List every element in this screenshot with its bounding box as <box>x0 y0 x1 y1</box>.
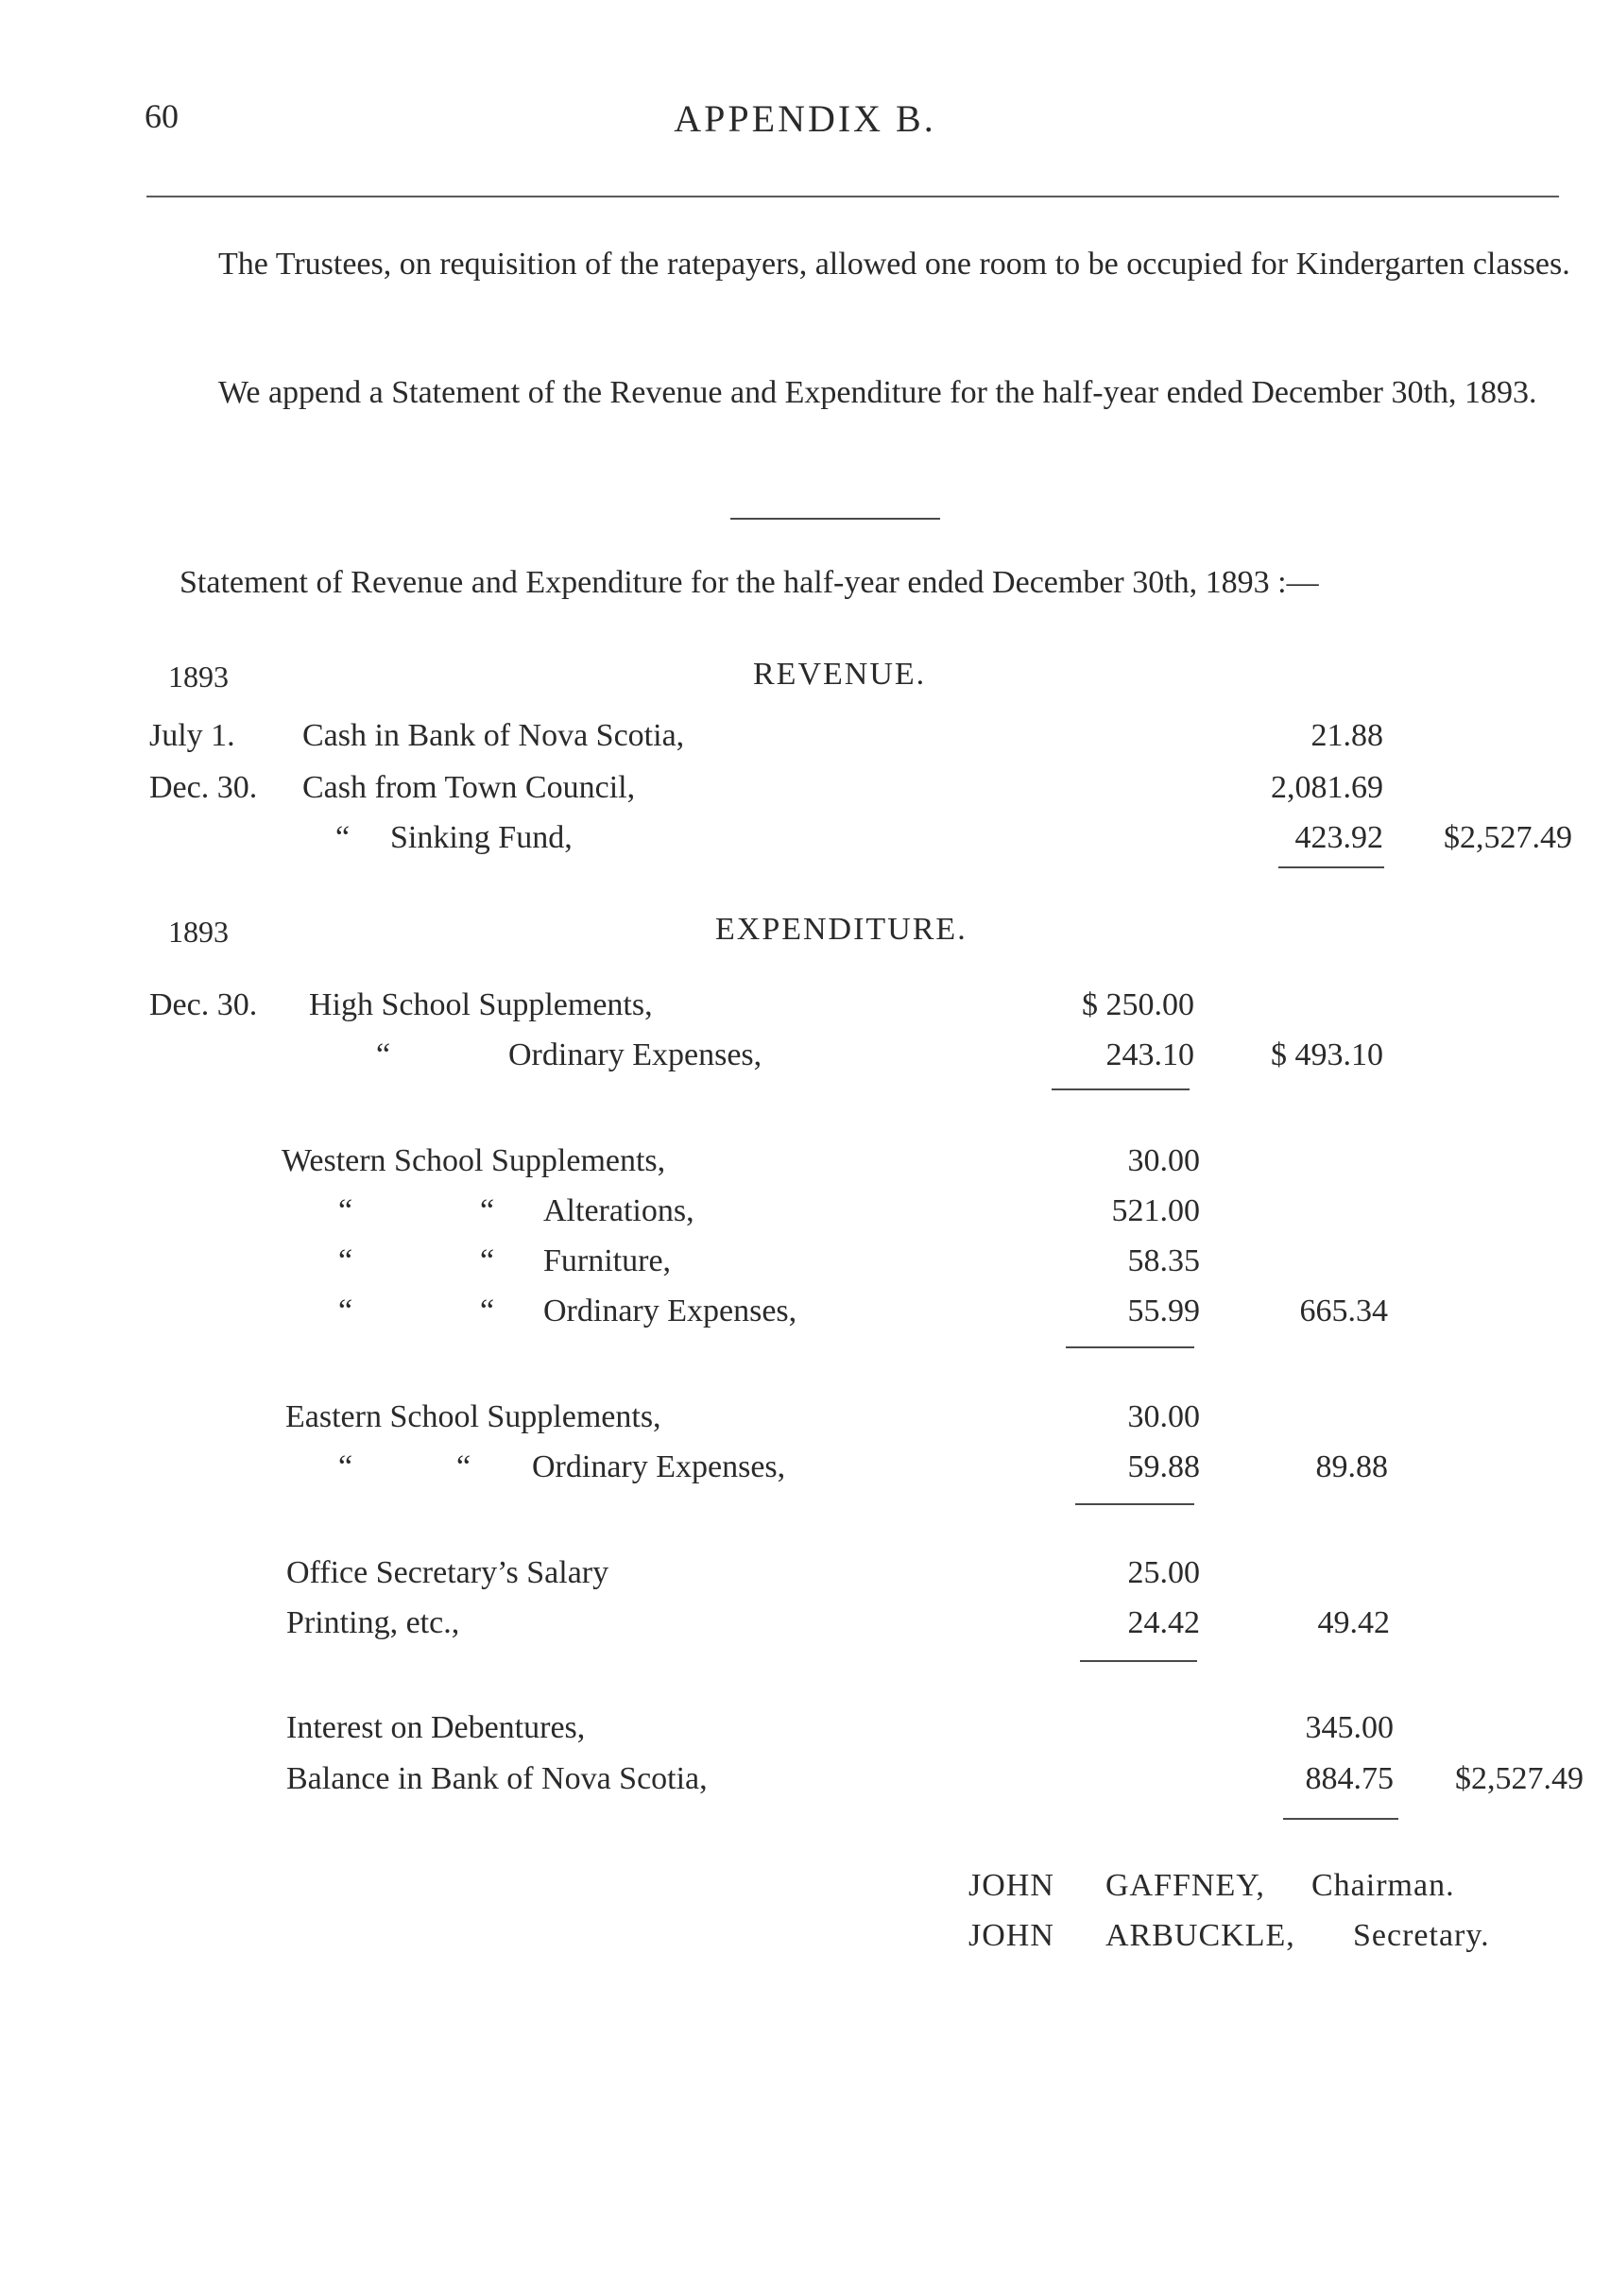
western-row-4-ditto-2: “ <box>480 1294 495 1328</box>
office-row-1-amount: 25.00 <box>1127 1555 1200 1590</box>
eastern-row-2-amount: 59.88 <box>1127 1449 1200 1484</box>
western-row-3-ditto-1: “ <box>338 1243 353 1278</box>
interest-amount: 345.00 <box>1305 1710 1394 1745</box>
office-row-2-desc: Printing, etc., <box>286 1605 460 1640</box>
western-row-3-amount: 58.35 <box>1127 1243 1200 1278</box>
high-school-row-2-amount: 243.10 <box>1105 1037 1194 1072</box>
eastern-row-1-amount: 30.00 <box>1127 1399 1200 1434</box>
western-row-1-desc: Western School Supplements, <box>282 1143 666 1178</box>
revenue-row-1-date: July 1. <box>149 718 235 753</box>
western-row-4-amount: 55.99 <box>1127 1294 1200 1328</box>
office-subtotal: 49.42 <box>1317 1605 1390 1640</box>
high-school-row-2-desc: Ordinary Expenses, <box>508 1037 762 1072</box>
western-row-3-ditto-2: “ <box>480 1243 495 1278</box>
eastern-underline <box>1075 1503 1194 1505</box>
expenditure-underline <box>1283 1818 1398 1820</box>
signature-2-last: ARBUCKLE, <box>1105 1918 1295 1953</box>
signature-2-role: Secretary. <box>1353 1918 1490 1953</box>
running-title: APPENDIX B. <box>674 97 936 140</box>
revenue-row-2-amount: 2,081.69 <box>1271 770 1383 805</box>
revenue-year: 1893 <box>168 660 229 694</box>
interest-desc: Interest on Debentures, <box>286 1710 586 1745</box>
intro-paragraph-1 <box>149 240 1574 289</box>
high-school-row-1-desc: High School Supplements, <box>309 987 653 1022</box>
revenue-row-3-ditto: “ <box>335 820 351 855</box>
intro-paragraph-2-text: We append a Statement of the Revenue and Expenditure for the half-year ended December 30th, 1893. <box>218 375 1537 410</box>
western-row-3-desc: Furniture, <box>543 1243 672 1278</box>
signature-2-first: JOHN <box>968 1918 1054 1953</box>
western-row-2-desc: Alterations, <box>543 1193 694 1228</box>
balance-amount: 884.75 <box>1305 1761 1394 1796</box>
signature-1-role: Chairman. <box>1311 1868 1455 1903</box>
expenditure-total: $2,527.49 <box>1455 1761 1584 1796</box>
page-number: 60 <box>145 97 179 135</box>
revenue-title: REVENUE. <box>753 657 927 692</box>
western-row-4-ditto-1: “ <box>338 1294 353 1328</box>
statement-heading: Statement of Revenue and Expenditure for the half-year ended December 30th, 1893 :— <box>180 565 1319 600</box>
eastern-row-2-ditto-1: “ <box>338 1449 353 1484</box>
high-school-subtotal: $ 493.10 <box>1271 1037 1383 1072</box>
signature-1-last: GAFFNEY, <box>1105 1868 1265 1903</box>
eastern-row-1-desc: Eastern School Supplements, <box>285 1399 661 1434</box>
revenue-row-2-date: Dec. 30. <box>149 770 258 805</box>
header-rule <box>146 196 1559 197</box>
revenue-row-1-amount: 21.88 <box>1310 718 1383 753</box>
expenditure-year: 1893 <box>168 915 229 949</box>
office-underline <box>1080 1660 1197 1662</box>
office-row-1-desc: Office Secretary’s Salary <box>286 1555 609 1590</box>
western-subtotal: 665.34 <box>1299 1294 1388 1328</box>
high-school-underline <box>1052 1088 1190 1090</box>
revenue-row-3-amount: 423.92 <box>1294 820 1383 855</box>
revenue-row-3-desc: Sinking Fund, <box>390 820 573 855</box>
section-divider <box>730 518 940 520</box>
office-row-2-amount: 24.42 <box>1127 1605 1200 1640</box>
western-row-4-desc: Ordinary Expenses, <box>543 1294 797 1328</box>
revenue-underline <box>1278 866 1384 868</box>
western-underline <box>1066 1346 1194 1348</box>
revenue-row-1-desc: Cash in Bank of Nova Scotia, <box>302 718 685 753</box>
western-row-1-amount: 30.00 <box>1127 1143 1200 1178</box>
high-school-date: Dec. 30. <box>149 987 258 1022</box>
eastern-subtotal: 89.88 <box>1315 1449 1388 1484</box>
intro-paragraph-2 <box>149 368 1574 418</box>
western-row-2-amount: 521.00 <box>1111 1193 1200 1228</box>
expenditure-title: EXPENDITURE. <box>715 912 968 947</box>
revenue-total: $2,527.49 <box>1444 820 1572 855</box>
intro-paragraph-1-text: The Trustees, on requisition of the ratepayers, allowed one room to be occupied for Kindergarten classes. <box>218 247 1570 282</box>
signature-1-first: JOHN <box>968 1868 1054 1903</box>
eastern-row-2-desc: Ordinary Expenses, <box>532 1449 786 1484</box>
balance-desc: Balance in Bank of Nova Scotia, <box>286 1761 708 1796</box>
western-row-2-ditto-2: “ <box>480 1193 495 1228</box>
high-school-row-1-amount: $ 250.00 <box>1082 987 1194 1022</box>
high-school-row-2-ditto: “ <box>376 1037 391 1072</box>
western-row-2-ditto-1: “ <box>338 1193 353 1228</box>
eastern-row-2-ditto-2: “ <box>456 1449 471 1484</box>
revenue-row-2-desc: Cash from Town Council, <box>302 770 636 805</box>
